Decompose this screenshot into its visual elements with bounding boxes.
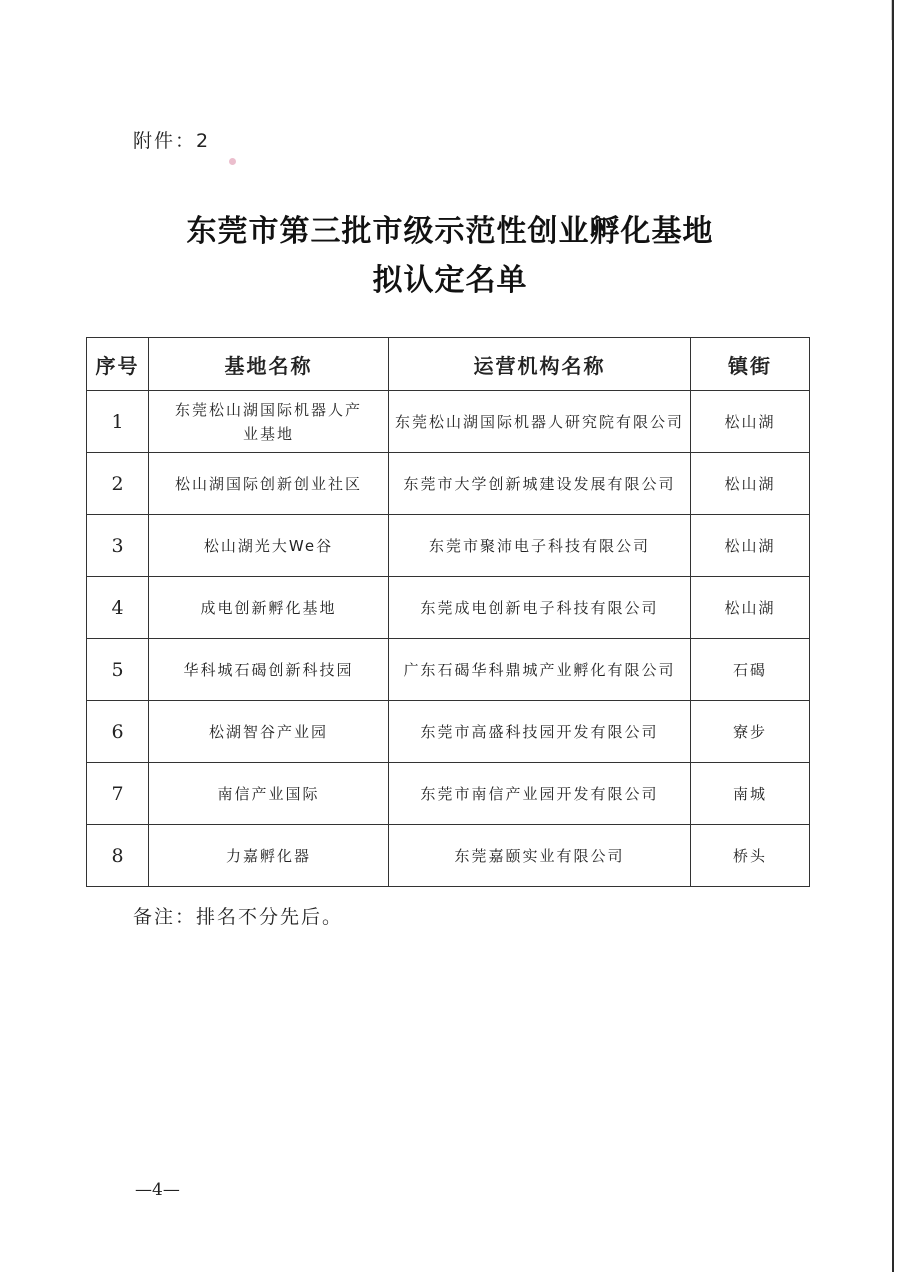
page-edge — [892, 0, 894, 1272]
row-base-name: 松山湖光大We谷 — [149, 515, 389, 577]
row-number: 5 — [87, 639, 149, 701]
remark-note: 备注：排名不分先后。 — [133, 906, 344, 928]
header-town: 镇街 — [691, 338, 810, 391]
row-operator-name: 广东石碣华科鼎城产业孵化有限公司 — [389, 639, 691, 701]
table-row — [87, 825, 810, 887]
row-base-name: 南信产业国际 — [149, 763, 389, 825]
table-row — [87, 577, 810, 639]
row-town: 松山湖 — [691, 391, 810, 453]
table-row — [87, 701, 810, 763]
header-base-name: 基地名称 — [149, 338, 389, 391]
table-header-row — [87, 338, 810, 391]
row-base-name: 力嘉孵化器 — [149, 825, 389, 887]
row-town: 松山湖 — [691, 515, 810, 577]
row-number: 6 — [87, 701, 149, 763]
row-town: 桥头 — [691, 825, 810, 887]
row-base-name — [149, 391, 389, 453]
row-operator-name: 东莞成电创新电子科技有限公司 — [389, 577, 691, 639]
row-operator-name: 东莞市大学创新城建设发展有限公司 — [389, 453, 691, 515]
header-number: 序号 — [87, 338, 149, 391]
row-town: 松山湖 — [691, 453, 810, 515]
table-row — [87, 515, 810, 577]
row-base-name: 松湖智谷产业园 — [149, 701, 389, 763]
row-operator-name: 东莞市南信产业园开发有限公司 — [389, 763, 691, 825]
row-number: 7 — [87, 763, 149, 825]
row-town: 南城 — [691, 763, 810, 825]
row-number: 4 — [87, 577, 149, 639]
row-operator-name: 东莞嘉颐实业有限公司 — [389, 825, 691, 887]
row-operator-name: 东莞市高盛科技园开发有限公司 — [389, 701, 691, 763]
attachment-label: 附件：2 — [133, 130, 211, 152]
row-number: 2 — [87, 453, 149, 515]
row-base-name: 成电创新孵化基地 — [149, 577, 389, 639]
page-number: —4— — [135, 1180, 180, 1200]
document-subtitle: 拟认定名单 — [372, 263, 528, 298]
document-title: 东莞市第三批市级示范性创业孵化基地 — [186, 214, 714, 249]
incubator-list-table — [86, 337, 810, 887]
row-base-name: 华科城石碣创新科技园 — [149, 639, 389, 701]
row-base-name-text: 东莞松山湖国际机器人产业基地 — [174, 400, 362, 443]
table-row — [87, 639, 810, 701]
row-operator-name: 东莞松山湖国际机器人研究院有限公司 — [389, 391, 691, 453]
table-row — [87, 763, 810, 825]
row-town: 寮步 — [691, 701, 810, 763]
row-base-name: 松山湖国际创新创业社区 — [149, 453, 389, 515]
row-town: 石碣 — [691, 639, 810, 701]
table-row — [87, 453, 810, 515]
table-row — [87, 391, 810, 453]
row-number: 3 — [87, 515, 149, 577]
ink-speck — [229, 158, 236, 165]
header-operator-name: 运营机构名称 — [389, 338, 691, 391]
row-town: 松山湖 — [691, 577, 810, 639]
row-number: 8 — [87, 825, 149, 887]
page-edge-shadow — [877, 0, 892, 40]
row-number: 1 — [87, 391, 149, 453]
row-operator-name: 东莞市聚沛电子科技有限公司 — [389, 515, 691, 577]
